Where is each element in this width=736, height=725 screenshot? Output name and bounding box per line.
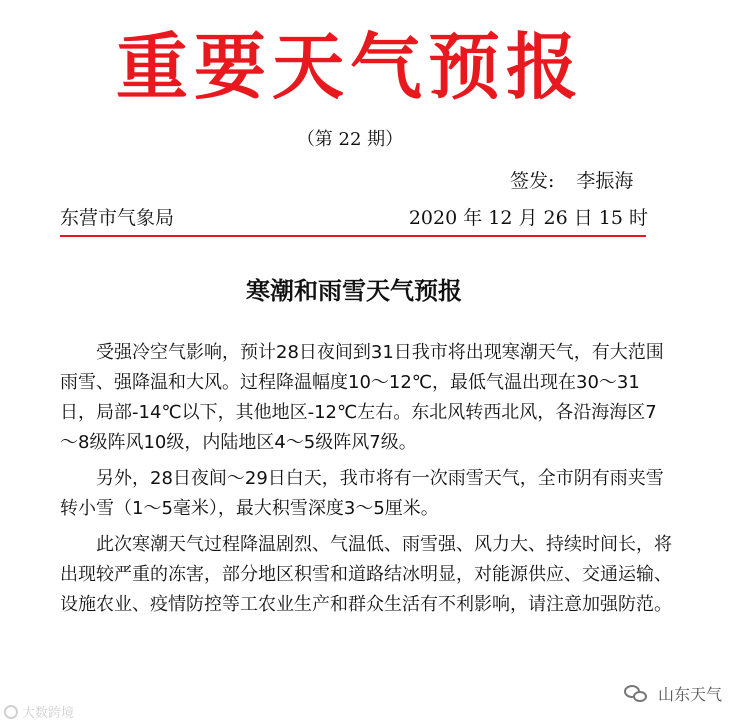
watermark-left-text: 大数跨境 [22, 706, 75, 721]
issue-datetime: 2020 年 12 月 26 日 15 时 [408, 207, 648, 229]
issuing-organization: 东营市气象局 [60, 207, 175, 229]
paragraph: 另外，28日夜间～29日白天，我市将有一次雨雪天气，全市阴有雨夹雪转小雪（1～5毫米），最大积雪深度3～5厘米。 [60, 468, 664, 519]
watermark-right [624, 682, 722, 705]
watermark-right-text: 山东天气 [657, 685, 722, 704]
article-body [60, 338, 672, 626]
masthead-title: 重要天气预报 [115, 24, 584, 109]
watermark-logo-icon [4, 705, 18, 719]
signer-label: 签发: [510, 170, 555, 192]
paragraph: 受强冷空气影响，预计28日夜间到31日我市将出现寒潮天气，有大范围雨雪、强降温和大风。过程降温幅度10～12℃，最低气温出现在30～31日，局部-14℃以下，其他地区-12℃左右。东北风转西北风，各沿海海区7～8级阵风10级，内陆地区4～5级阵风7级。 [60, 342, 664, 453]
wechat-icon [624, 683, 650, 705]
paragraph: 此次寒潮天气过程降温剧烈、气温低、雨雪强、风力大、持续时间长，将出现较严重的冻害，部分地区积雪和道路结冰明显，对能源供应、交通运输、设施农业、疫情防控等工农业生产和群众生活有不利影响，请注意加强防范。 [60, 534, 672, 615]
red-divider [60, 235, 646, 237]
watermark-left [4, 702, 74, 721]
issue-number: （第 22 期） [296, 129, 404, 150]
signer-name: 李振海 [576, 170, 634, 192]
article-headline: 寒潮和雨雪天气预报 [246, 276, 462, 305]
signer [510, 168, 633, 194]
